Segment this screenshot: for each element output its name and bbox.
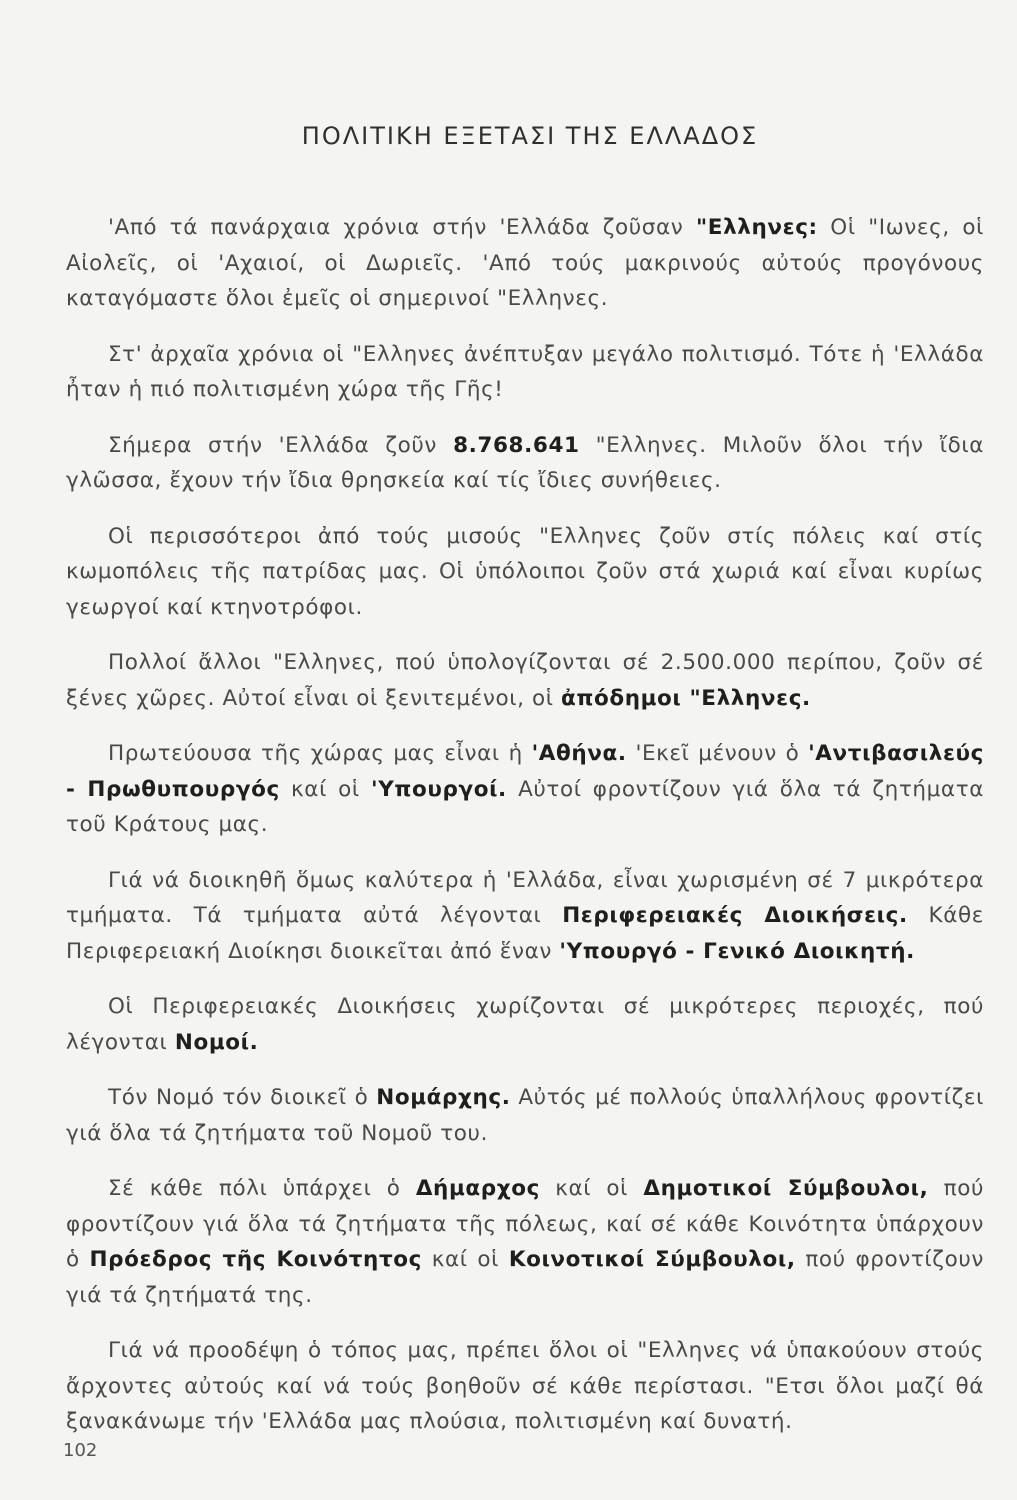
paragraph-3 xyxy=(66,428,984,499)
paragraph-7 xyxy=(66,863,984,970)
bold-term: Περιφερειακές Διοικήσεις. xyxy=(562,903,908,928)
text-run: καί οἱ xyxy=(279,776,372,802)
text-run: Στ' ἀρχαῖα χρόνια οἱ "Ελληνες ἀνέπτυξαν μεγάλο πολιτισμό. Τότε ἡ 'Ελλάδα ἦταν ἡ πιό πολιτισμένη χώρα τῆς Γῆς! xyxy=(66,341,984,402)
bold-term: 8.768.641 xyxy=(453,432,580,458)
text-run: Τόν Νομό τόν διοικεῖ ὁ xyxy=(108,1085,377,1110)
bold-term: ἀπόδημοι "Ελληνες. xyxy=(561,685,811,711)
text-run: Πολλοί ἄλλοι "Ελληνες, πού ὑπολογίζονται σέ 2.500.000 περίπου, ζοῦν σέ ξένες χῶρες. Αὐτοί εἶναι οἱ ξενιτεμένοι, οἱ xyxy=(66,650,984,711)
text-run: 'Από τά πανάρχαια χρόνια στήν 'Ελλάδα ζοῦσαν xyxy=(108,215,696,240)
bold-term: Νομάρχης. xyxy=(376,1085,511,1110)
text-run: Αὐτός μέ πολλούς ὑπαλλήλους φροντίζει γιά ὅλα τά ζητήματα τοῦ Νομοῦ του. xyxy=(66,1085,984,1146)
paragraph-4 xyxy=(66,519,984,626)
bold-term: Δήμαρχος xyxy=(415,1176,540,1201)
text-run: Οἱ Περιφερειακές Διοικήσεις χωρίζονται σέ μικρότερες περιοχές, πού λέγονται xyxy=(66,994,984,1055)
bold-term: 'Υπουργοί. xyxy=(371,776,507,802)
text-run: "Ελληνες. Μιλοῦν ὅλοι τήν ἴδια γλῶσσα, ἔχουν τήν ἴδια θρησκεία καί τίς ἴδιες συνήθειες. xyxy=(66,432,984,493)
bold-term: 'Αθήνα. xyxy=(531,741,627,766)
text-run: καί οἱ xyxy=(539,1176,644,1201)
text-run: 'Εκεῖ μένουν ὁ xyxy=(626,741,809,766)
text-run: Οἱ "Ιωνες, οἱ Αἰολεῖς, οἱ 'Αχαιοί, οἱ Δωριεῖς. 'Από τούς μακρινούς αὐτούς προγόνους καταγόμαστε ὅλοι ἐμεῖς οἱ σημερινοί "Ελληνες. xyxy=(66,215,984,311)
paragraph-8 xyxy=(66,989,984,1060)
text-run: πού φροντίζουν γιά ὅλα τά ζητήματα τῆς πόλεως, καί σέ κάθε Κοινότητα ὑπάρχουν ὁ xyxy=(66,1176,984,1272)
bold-term: Κοινοτικοί Σύμβουλοι, xyxy=(508,1247,796,1272)
paragraph-9 xyxy=(66,1080,984,1151)
bold-term: Πρόεδρος τῆς Κοινότητος xyxy=(89,1247,422,1272)
paragraph-1 xyxy=(66,210,984,317)
body-text xyxy=(66,210,984,1460)
text-run: Σέ κάθε πόλι ὑπάρχει ὁ xyxy=(108,1176,416,1201)
paragraph-6 xyxy=(66,736,984,843)
bold-term: "Ελληνες: xyxy=(695,215,818,240)
text-run: Πρωτεύουσα τῆς χώρας μας εἶναι ἡ xyxy=(108,741,532,766)
page-number: 102 xyxy=(63,1440,98,1461)
text-run: Κάθε Περιφερειακή Διοίκησι διοικεῖται ἀπό ἕναν xyxy=(66,903,984,964)
text-run: Σήμερα στήν 'Ελλάδα ζοῦν xyxy=(108,432,454,458)
paragraph-11 xyxy=(66,1333,984,1440)
page-title: ΠΟΛΙΤΙΚΗ ΕΞΕΤΑΣΙ ΤΗΣ ΕΛΛΑΔΟΣ xyxy=(301,122,759,150)
text-run: πού φροντίζουν γιά τά ζητήματά της. xyxy=(66,1247,984,1308)
bold-term: Δημοτικοί Σύμβουλοι, xyxy=(643,1176,929,1201)
text-run: Αὐτοί φροντίζουν γιά ὅλα τά ζητήματα τοῦ Κράτους μας. xyxy=(66,776,985,837)
text-run: Γιά νά διοικηθῆ ὅμως καλύτερα ἡ 'Ελλάδα, εἶναι χωρισμένη σέ 7 μικρότερα τμήματα. Τά τμήματα αὐτά λέγονται xyxy=(66,867,984,928)
bold-term: Νομοί. xyxy=(174,1029,259,1055)
paragraph-5 xyxy=(66,645,984,716)
text-run: Γιά νά προοδέψη ὁ τόπος μας, πρέπει ὅλοι οἱ "Ελληνες νά ὑπακούουν στούς ἄρχοντες αὐτούς καί νά τούς βοηθοῦν σέ κάθε περίστασι. "Ετσι ὅλοι μαζί θά ξανακάνωμε τήν 'Ελλάδα μας πλούσια, πολιτισμένη καί δυνατή. xyxy=(66,1338,984,1434)
bold-term: 'Αντιβασιλεύς - Πρωθυπουργός xyxy=(66,741,984,802)
paragraph-10 xyxy=(66,1171,984,1313)
text-run: καί οἱ xyxy=(422,1247,509,1272)
text-run: Οἱ περισσότεροι ἀπό τούς μισούς "Ελληνες ζοῦν στίς πόλεις καί στίς κωμοπόλεις τῆς πατρίδας μας. Οἱ ὑπόλοιποι ζοῦν στά χωριά καί εἶναι κυρίως γεωργοί καί κτηνοτρόφοι. xyxy=(66,523,984,620)
bold-term: 'Υπουργό - Γενικό Διοικητή. xyxy=(559,938,915,964)
paragraph-2 xyxy=(66,337,984,408)
